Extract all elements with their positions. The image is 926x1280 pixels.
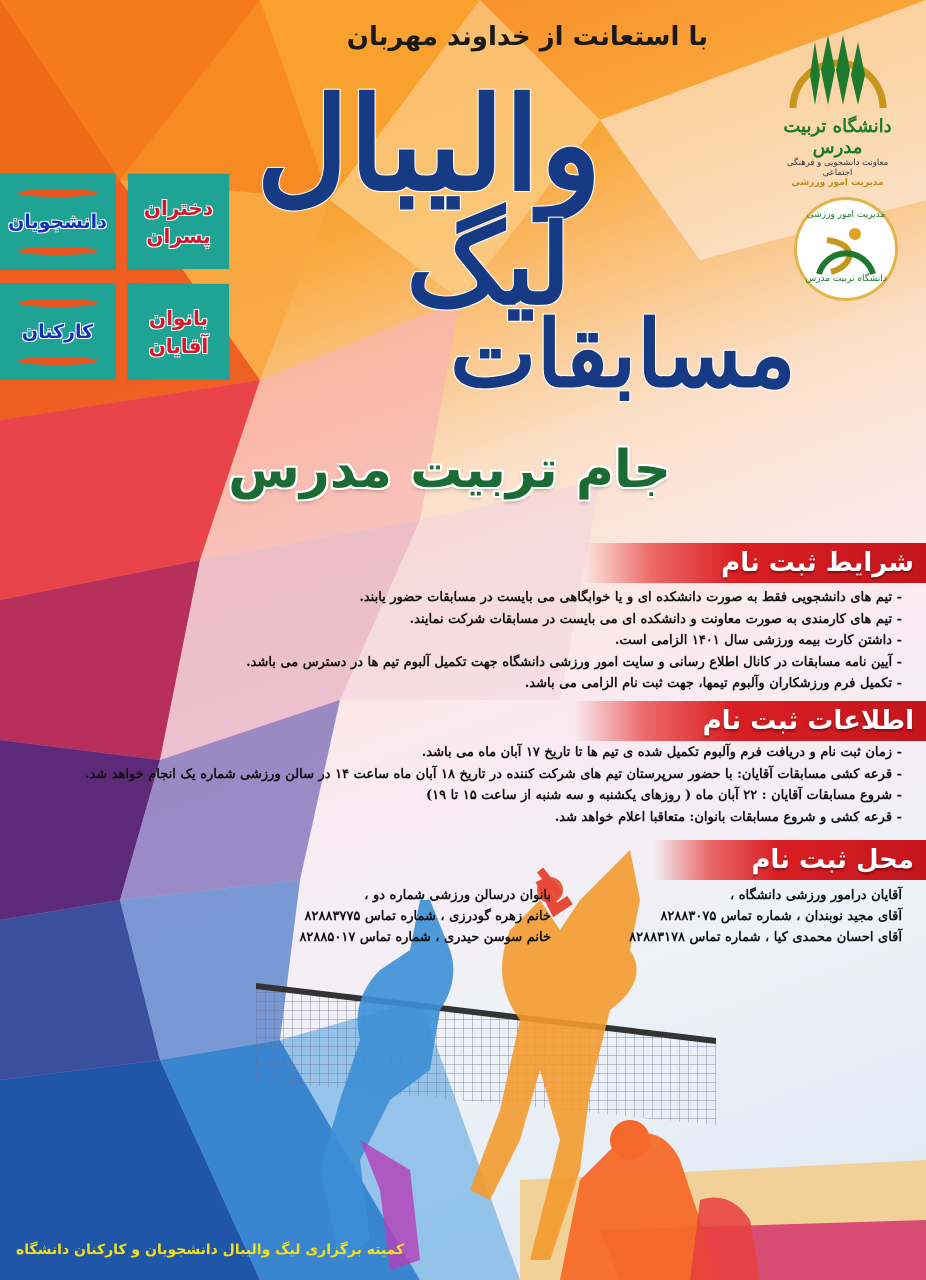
organizing-committee-footer: کمیته برگزاری لیگ والیبال دانشجویان و کارکنان دانشگاه bbox=[16, 1242, 405, 1258]
location-women-line: خانم زهره گودرزی ، شماره تماس ۸۲۸۸۳۷۷۵ bbox=[304, 909, 551, 924]
title-competitions: مسابقات bbox=[449, 300, 796, 408]
university-subtitle: معاونت دانشجویی و فرهنگی اجتماعی bbox=[786, 158, 889, 178]
sports-department-label: مدیریت امور ورزشی bbox=[791, 178, 884, 188]
location-women-list bbox=[299, 885, 551, 948]
info-item: - قرعه کشی مسابقات آقایان: با حضور سرپرستان تیم های شرکت کننده در تاریخ ۱۸ آبان ماه ساعت ۱۴ در سالن ورزشی شماره یک انجام خواهد شد. bbox=[84, 766, 902, 782]
conditions-item: - آیین نامه مسابقات در کانال اطلاع رسانی و سایت امور ورزشی دانشگاه جهت تکمیل آلبوم تیم ها در دسترس می باشد. bbox=[246, 654, 902, 670]
info-item: - زمان ثبت نام و دریافت فرم وآلبوم تکمیل شده ی تیم ها تا تاریخ ۱۷ آبان ماه می باشد. bbox=[421, 745, 902, 760]
category-tile-staff bbox=[0, 284, 115, 379]
conditions-heading: شرایط ثبت نام bbox=[721, 548, 914, 578]
location-men-line: آقای احسان محمدی کیا ، شماره تماس ۸۲۸۸۳۱۷۸ bbox=[629, 930, 902, 945]
decorative-bar bbox=[18, 189, 98, 197]
blessing-text: با استعانت از خداوند مهربان bbox=[346, 22, 708, 52]
category-tile-women-men bbox=[128, 284, 229, 379]
section-heading-info bbox=[574, 701, 926, 741]
info-item: - شروع مسابقات آقایان : ۲۲ آبان ماه ( روزهای یکشنبه و سه شنبه از ساعت ۱۵ تا ۱۹) bbox=[425, 788, 902, 803]
cup-title: جام تربیت مدرس bbox=[228, 440, 671, 500]
location-men-list bbox=[629, 885, 902, 948]
conditions-item: - تیم های دانشجویی فقط به صورت دانشکده ای و یا خوابگاهی می بایست در مسابقات حضور یابند. bbox=[359, 590, 902, 605]
location-men-line: آقایان درامور ورزشی دانشگاه ، bbox=[730, 888, 902, 903]
decorative-bar bbox=[18, 247, 98, 255]
category-label-girls: دختران bbox=[143, 195, 214, 220]
title-volleyball: والیبال bbox=[256, 70, 602, 220]
info-list bbox=[85, 742, 902, 828]
category-label-students: دانشجویان bbox=[8, 210, 107, 233]
info-item: - قرعه کشی و شروع مسابقات بانوان: متعاقبا اعلام خواهد شد. bbox=[554, 809, 902, 825]
conditions-list bbox=[246, 587, 902, 695]
cypress-arch-icon bbox=[783, 30, 893, 110]
category-label-men: آقایان bbox=[148, 333, 209, 358]
conditions-item: - داشتن کارت بیمه ورزشی سال ۱۴۰۱ الزامی است. bbox=[614, 633, 902, 648]
conditions-item: - تکمیل فرم ورزشکاران وآلبوم تیمها، جهت ثبت نام الزامی می باشد. bbox=[524, 676, 902, 691]
info-heading: اطلاعات ثبت نام bbox=[702, 706, 914, 736]
sports-logo-arc-text: مدیریت امور ورزشی bbox=[806, 210, 886, 220]
sports-department-logo bbox=[794, 197, 898, 301]
location-heading: محل ثبت نام bbox=[751, 845, 914, 875]
university-name: دانشگاه تربیت مدرس bbox=[783, 116, 892, 158]
category-tile-girls-boys bbox=[128, 174, 229, 269]
title-league: لیگ bbox=[406, 200, 572, 329]
category-tile-students bbox=[0, 174, 115, 269]
decorative-bar bbox=[18, 357, 98, 365]
location-women-line: بانوان درسالن ورزشی شماره دو ، bbox=[364, 888, 551, 903]
category-label-women: بانوان bbox=[149, 305, 208, 330]
main-title bbox=[256, 60, 796, 440]
location-men-line: آقای مجید نوبندان ، شماره تماس ۸۲۸۸۳۰۷۵ bbox=[660, 909, 902, 924]
category-label-boys: پسران bbox=[146, 223, 211, 248]
decorative-bar bbox=[18, 299, 98, 307]
conditions-item: - تیم های کارمندی به صورت معاونت و دانشکده ای می بایست در مسابقات شرکت نمایند. bbox=[409, 611, 902, 627]
section-heading-conditions bbox=[584, 543, 926, 583]
category-label-staff: کارکنان bbox=[21, 320, 94, 343]
sports-logo-university-text: دانشگاه تربیت مدرس bbox=[805, 274, 887, 284]
location-women-line: خانم سوسن حیدری ، شماره تماس ۸۲۸۸۵۰۱۷ bbox=[299, 930, 551, 945]
